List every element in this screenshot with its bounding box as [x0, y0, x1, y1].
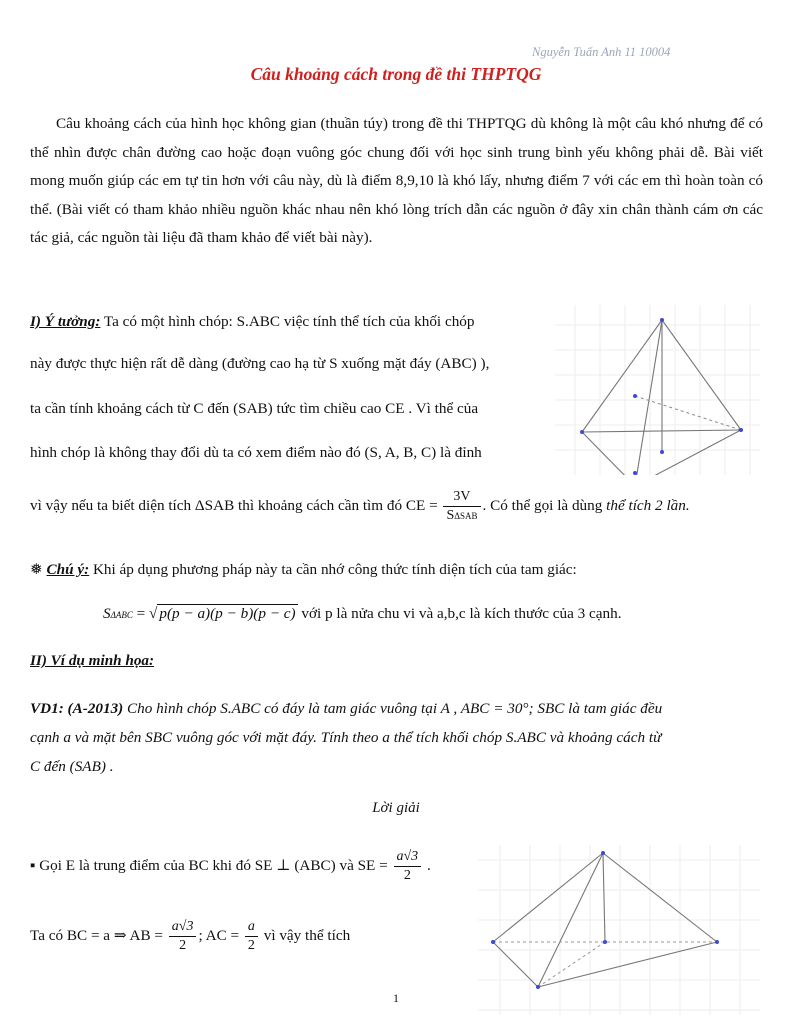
note-label: Chú ý: [46, 561, 90, 578]
vd1-label: VD1: (A-2013) [30, 700, 124, 717]
idea-line-2: này được thực hiện rất dễ dàng (đường cao hạ từ S xuống mặt đáy (ABC) ), [30, 355, 490, 372]
solution-line-1 [30, 848, 431, 885]
page-number: 1 [393, 991, 399, 1005]
note-text: Khi áp dụng phương pháp này ta cần nhớ công thức tính diện tích của tam giác: [89, 561, 577, 578]
pyramid-figure-2 [478, 845, 760, 1015]
intro-text: Câu khoảng cách của hình học không gian (thuần túy) trong đề thi THPTQG dù không là một câu khó nhưng để có thể nhìn được chân đường cao hoặc đoạn vuông góc chung đối với học sinh trung bình yếu không phải dễ. Bài viết mong muốn giúp các em tự tin hơn với câu này, dù là điểm 8,9,10 là khó lấy, nhưng điểm 7 với các em thì hoàn toàn có thể. (Bài viết có tham khảo nhiều nguồn khác nhau nên khó lòng trích dẫn các nguồn ở đây xin chân thành cám ơn các tác giả, các nguồn tài liệu đã tham khảo để viết bài này). [30, 115, 763, 246]
se-fraction-numerator: a√3 [394, 848, 422, 867]
idea-line-5 [30, 488, 690, 525]
note-line [30, 560, 577, 579]
vd1-line-2: cạnh a và mặt bên SBC vuông góc với mặt đáy. Tính theo a thể tích khối chóp S.ABC và khoảng cách từ [30, 729, 662, 746]
ac-fraction-denominator: 2 [247, 938, 255, 953]
ac-fraction-numerator: a [245, 918, 258, 937]
height-se-2 [603, 853, 605, 942]
header-author: Nguyễn Tuấn Anh 11 10004 [532, 45, 671, 59]
ab-fraction-denominator: 2 [179, 938, 187, 953]
pyramid-figure-1 [555, 305, 760, 475]
idea-line-3: ta cần tính khoảng cách từ C đến (SAB) tức tìm chiều cao CE . Vì thể của [30, 400, 479, 417]
bullet-icon: ▪ [30, 856, 36, 874]
sol-text-2c: vì vậy thể tích [259, 926, 351, 944]
sol-text-2b: ; AC = [198, 926, 240, 944]
vd1-line-1 [30, 694, 765, 723]
examples-heading: II) Ví dụ minh họa: [30, 652, 155, 669]
edge-sb-2 [493, 853, 603, 942]
edge-sb [635, 320, 662, 475]
page-title: Câu khoảng cách trong đề thi THPTQG [250, 64, 542, 84]
vd1-line-3: C đến (SAB) . [30, 758, 114, 775]
solution-title: Lời giải [372, 800, 420, 816]
intro-paragraph [30, 110, 763, 253]
ab-fraction-numerator: a√3 [169, 918, 197, 937]
snowflake-icon: ❅ [30, 561, 43, 578]
idea-text-1: Ta có một hình chóp: S.ABC việc tính thể tích của khối chóp [100, 313, 475, 330]
area-formula [103, 605, 622, 623]
ab-fraction [169, 918, 197, 955]
idea-line-4: hình chóp là không thay đổi dù ta có xem điểm nào đó (S, A, B, C) là đỉnh [30, 444, 482, 461]
ac-fraction [245, 918, 258, 955]
edge-ab [582, 432, 635, 475]
sol-text-1-end: . [423, 856, 431, 874]
formula-sub: ΔABC [110, 610, 133, 620]
se-fraction [394, 848, 422, 885]
idea-heading: I) Ý tưởng: [30, 313, 101, 330]
se-fraction-denominator: 2 [403, 868, 411, 883]
vd1-problem [30, 694, 765, 781]
idea-text-5c: thể tích 2 lần. [606, 496, 690, 514]
vd1-text-1: Cho hình chóp S.ABC có đáy là tam giác vuông tại A , ABC = 30°; SBC là tam giác đều [123, 700, 663, 717]
formula-eq: = √ [132, 605, 158, 622]
sol-text-1: Gọi E là trung điểm của BC khi đó SE ⊥ (ABC) và SE = [35, 856, 388, 874]
solution-line-2 [30, 918, 350, 955]
sol-text-2a: Ta có BC = a ⇒ AB = [30, 926, 163, 944]
ce-fraction-numerator: 3V [443, 488, 480, 507]
ce-fraction [443, 488, 480, 525]
formula-s: S [103, 605, 111, 622]
formula-rest: với p là nửa chu vi và a,b,c là kích thước của 3 cạnh. [297, 605, 622, 622]
formula-radicand: p(p − a)(p − b)(p − c) [159, 605, 296, 622]
idea-line-1 [30, 313, 474, 331]
ce-fraction-denominator: SΔSAB [446, 508, 478, 523]
idea-text-5a: vì vậy nếu ta biết diện tích ΔSAB thì khoảng cách cần tìm đó CE = [30, 496, 438, 514]
idea-text-5b: . Có thể gọi là dùng [482, 496, 607, 514]
